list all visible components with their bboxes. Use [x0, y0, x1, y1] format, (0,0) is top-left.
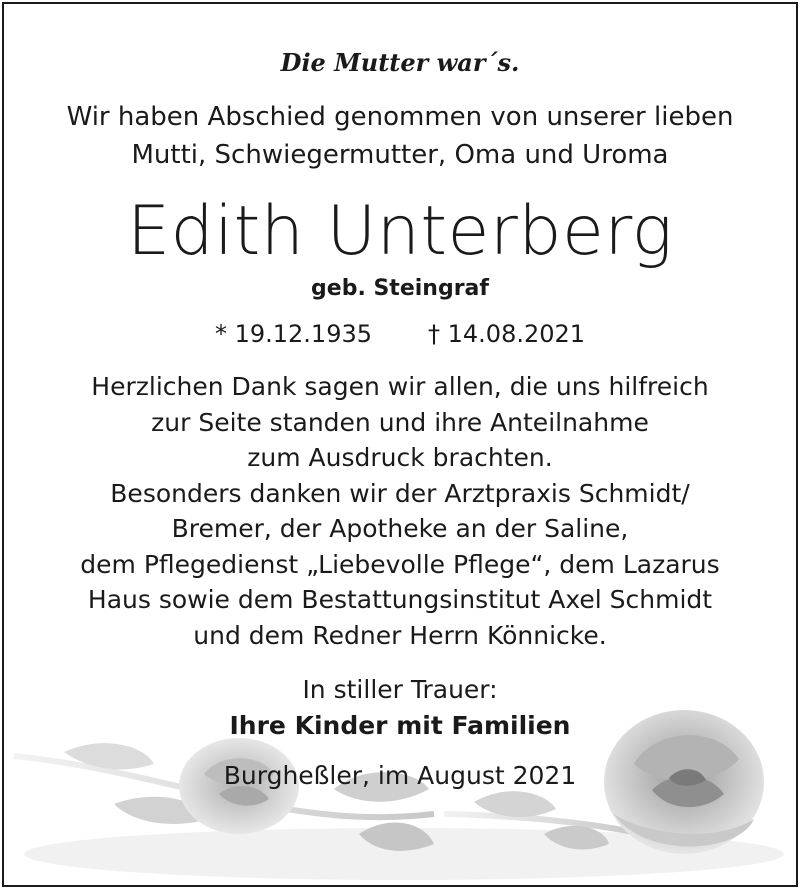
- thanks-line: zum Ausdruck brachten.: [247, 443, 553, 472]
- mourning-block: [4, 672, 796, 744]
- intro-line: Mutti, Schwiegermutter, Oma und Uroma: [131, 140, 669, 170]
- obituary-card: [2, 2, 798, 887]
- thanks-line: Bremer, der Apotheke an der Saline,: [171, 514, 629, 543]
- thanks-line: Herzlichen Dank sagen wir allen, die uns hilfreich: [91, 372, 709, 401]
- place-date: Burgheßler, im August 2021: [223, 761, 577, 790]
- life-dates: [4, 320, 796, 348]
- birth-date: * 19.12.1935: [214, 320, 372, 348]
- motto: Die Mutter war´s.: [280, 48, 520, 77]
- mourning-intro: In stiller Trauer:: [302, 675, 498, 704]
- thanks-line: dem Pflegedienst „Liebevolle Pflege“, dem Lazarus: [80, 549, 720, 579]
- intro-text: [4, 98, 796, 174]
- thanks-line: Besonders danken wir der Arztpraxis Schmidt/: [110, 478, 690, 508]
- thanks-line: und dem Redner Herrn Könnicke.: [193, 620, 607, 650]
- mourners: Ihre Kinder mit Familien: [229, 711, 571, 740]
- death-date: † 14.08.2021: [428, 320, 586, 348]
- thanks-text: [4, 369, 796, 653]
- thanks-line: zur Seite standen und ihre Anteilnahme: [151, 407, 649, 437]
- deceased-name: Edith Unterberg: [127, 192, 673, 271]
- maiden-name: geb. Steingraf: [311, 276, 489, 301]
- intro-line: Wir haben Abschied genommen von unserer lieben: [66, 102, 734, 132]
- thanks-line: Haus sowie dem Bestattungsinstitut Axel Schmidt: [87, 585, 713, 614]
